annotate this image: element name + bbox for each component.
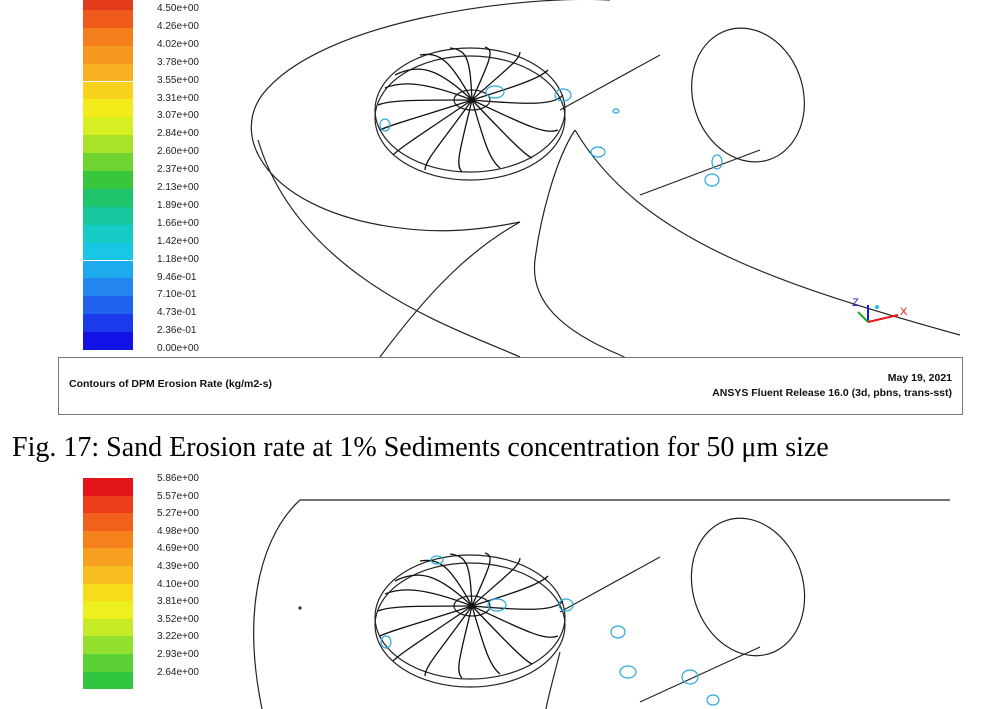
legend-tick-label: 1.42e+00 — [157, 235, 199, 247]
legend-tick-label: 2.84e+00 — [157, 128, 199, 140]
legend-tick-label: 9.46e-01 — [157, 271, 197, 283]
axis-z-label: Z — [852, 297, 859, 309]
legend-tick-label: 1.66e+00 — [157, 217, 199, 229]
axis-x-label: X — [900, 306, 908, 318]
legend-tick-label: 5.57e+00 — [157, 490, 199, 502]
legend-tick-label: 7.10e-01 — [157, 289, 197, 301]
legend-tick-label: 4.69e+00 — [157, 543, 199, 555]
figure-bottom — [0, 472, 997, 709]
outlet-opening — [675, 13, 822, 176]
legend-tick-label: 4.73e-01 — [157, 307, 197, 319]
legend-tick-label: 4.02e+00 — [157, 38, 199, 50]
footer-box — [58, 357, 963, 415]
volute-casing — [251, 0, 610, 231]
legend-tick-label: 1.89e+00 — [157, 199, 199, 211]
legend-tick-label: 4.26e+00 — [157, 20, 199, 32]
legend-tick-label: 3.31e+00 — [157, 92, 199, 104]
outlet-opening — [674, 503, 822, 670]
legend-tick-label: 2.13e+00 — [157, 182, 199, 193]
legend-tick-label: 2.93e+00 — [157, 649, 199, 660]
footer-title: Contours of DPM Erosion Rate (kg/m2-s) — [69, 378, 273, 390]
legend-tick-label: 2.60e+00 — [157, 146, 199, 158]
volute-casing — [254, 500, 950, 709]
legend-tick-label: 1.18e+00 — [157, 253, 199, 265]
pump-geometry — [0, 472, 997, 709]
legend-tick-label: 3.22e+00 — [157, 631, 199, 643]
legend-tick-label: 3.81e+00 — [157, 596, 199, 608]
footer-date: May 19, 2021 — [887, 372, 952, 384]
legend-tick-label: 4.98e+00 — [157, 525, 199, 537]
legend-tick-label: 2.36e-01 — [157, 325, 197, 337]
legend-tick-label: 3.07e+00 — [157, 110, 199, 122]
figure-caption: Fig. 17: Sand Erosion rate at 1% Sediments concentration for 50 μm size — [12, 432, 829, 463]
legend-tick-label: 3.78e+00 — [157, 56, 199, 68]
legend-tick-label: 2.37e+00 — [157, 164, 199, 176]
legend-tick-label: 5.86e+00 — [157, 473, 199, 484]
legend-tick-label: 0.00e+00 — [157, 343, 199, 355]
legend-tick-label: 4.50e+00 — [157, 3, 199, 14]
legend-tick-label: 2.64e+00 — [157, 666, 199, 678]
outlet-pipe — [560, 55, 660, 110]
footer-release: ANSYS Fluent Release 16.0 (3d, pbns, trans-sst) — [712, 387, 952, 399]
legend-tick-label: 4.39e+00 — [157, 561, 199, 572]
legend-tick-label: 3.52e+00 — [157, 613, 199, 625]
legend-tick-label: 5.27e+00 — [157, 508, 199, 520]
legend-tick-label: 3.55e+00 — [157, 74, 199, 86]
legend-tick-label: 4.10e+00 — [157, 578, 199, 590]
